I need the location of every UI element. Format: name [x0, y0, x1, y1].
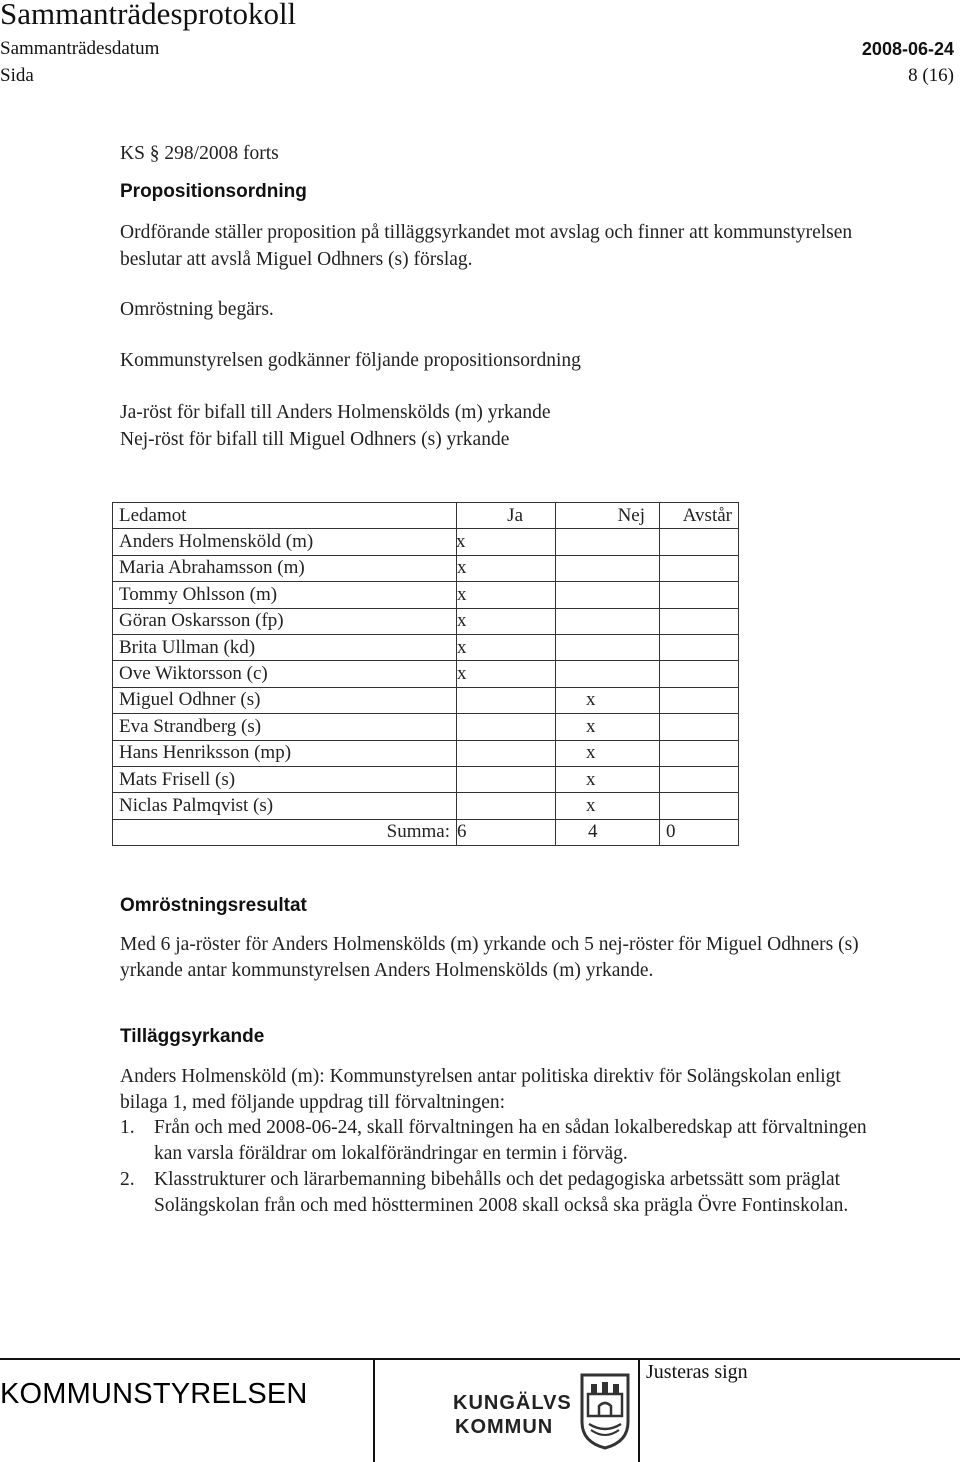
vote-nej [556, 555, 660, 581]
vote-ja: x [457, 582, 556, 608]
vote-ja [457, 687, 556, 713]
vote-ja [457, 714, 556, 740]
footer-org-cell [0, 1360, 375, 1462]
vote-nej [556, 608, 660, 634]
member-name: Hans Henriksson (mp) [113, 740, 457, 766]
case-reference: KS § 298/2008 forts [120, 143, 279, 164]
footer-sign-cell [638, 1360, 960, 1462]
municipal-coat-of-arms-icon [579, 1372, 631, 1450]
document-title: Sammanträdesprotokoll [0, 0, 297, 31]
member-name: Mats Frisell (s) [113, 766, 457, 792]
member-name: Tommy Ohlsson (m) [113, 582, 457, 608]
organization-name: KOMMUNSTYRELSEN [0, 1378, 308, 1410]
page-number: 8 (16) [908, 65, 954, 86]
footer [0, 1358, 960, 1462]
proposition-text-line2: beslutar att avslå Miguel Odhners (s) förslag. [120, 249, 473, 270]
member-name: Maria Abrahamsson (m) [113, 555, 457, 581]
nej-vote-text: Nej-röst för bifall till Miguel Odhners (s) yrkande [120, 429, 510, 450]
vote-avstar [660, 608, 739, 634]
sum-label: Summa: [113, 819, 457, 845]
header-nej: Nej [556, 503, 660, 529]
vote-nej [556, 582, 660, 608]
member-name: Miguel Odhner (s) [113, 687, 457, 713]
table-row [113, 529, 739, 555]
list-item-continuation: kan varsla föräldrar om lokalförändringar en termin i förväg. [154, 1143, 628, 1164]
member-name: Anders Holmensköld (m) [113, 529, 457, 555]
table-row [113, 714, 739, 740]
vote-avstar [660, 740, 739, 766]
meeting-date-value: 2008-06-24 [861, 39, 954, 59]
vote-nej [556, 634, 660, 660]
vote-avstar [660, 766, 739, 792]
vote-avstar [660, 582, 739, 608]
table-row [113, 582, 739, 608]
addition-intro-line2: bilaga 1, med följande uppdrag till förvaltningen: [120, 1092, 506, 1113]
sum-ja: 6 [457, 819, 556, 845]
proposition-heading: Propositionsordning [120, 181, 307, 202]
vote-avstar [660, 714, 739, 740]
header-ja: Ja [457, 503, 556, 529]
list-item-continuation: Solängskolan från och med höstterminen 2008 skall också ska prägla Övre Fontinskolan. [154, 1195, 849, 1216]
header-avstar: Avstår [660, 503, 739, 529]
addition-intro-line1: Anders Holmensköld (m): Kommunstyrelsen antar politiska direktiv för Solängskolan enligt [120, 1066, 841, 1087]
vote-ja [457, 793, 556, 819]
vote-avstar [660, 793, 739, 819]
footer-logo-cell [373, 1360, 640, 1462]
vote-avstar [660, 529, 739, 555]
vote-ja: x [457, 661, 556, 687]
vote-ja: x [457, 634, 556, 660]
member-name: Brita Ullman (kd) [113, 634, 457, 660]
list-item [120, 1166, 840, 1193]
vote-table-header [113, 503, 739, 529]
vote-nej: x [556, 714, 660, 740]
vote-table [112, 502, 739, 846]
sum-row [113, 819, 739, 845]
result-heading: Omröstningsresultat [120, 895, 307, 916]
vote-avstar [660, 555, 739, 581]
list-item-number: 2. [120, 1169, 135, 1190]
vote-nej: x [556, 766, 660, 792]
logo-text-line1: KUNGÄLVS [453, 1392, 572, 1414]
approval-text: Kommunstyrelsen godkänner följande propositionsordning [120, 350, 581, 371]
sum-avstar: 0 [660, 819, 739, 845]
table-row [113, 608, 739, 634]
result-text-line2: yrkande antar kommunstyrelsen Anders Holmenskölds (m) yrkande. [120, 960, 654, 981]
meeting-date-label: Sammanträdesdatum [0, 38, 160, 59]
list-item-number: 1. [120, 1117, 135, 1138]
vote-ja: x [457, 608, 556, 634]
table-row [113, 634, 739, 660]
header-ledamot: Ledamot [113, 503, 457, 529]
sum-nej: 4 [556, 819, 660, 845]
ja-vote-text: Ja-röst för bifall till Anders Holmenskölds (m) yrkande [120, 402, 551, 423]
table-row [113, 687, 739, 713]
vote-ja [457, 766, 556, 792]
member-name: Niclas Palmqvist (s) [113, 793, 457, 819]
vote-requested-text: Omröstning begärs. [120, 299, 274, 320]
addition-heading: Tilläggsyrkande [120, 1026, 265, 1047]
table-row [113, 661, 739, 687]
member-name: Göran Oskarsson (fp) [113, 608, 457, 634]
table-row [113, 766, 739, 792]
vote-avstar [660, 687, 739, 713]
vote-nej: x [556, 793, 660, 819]
member-name: Eva Strandberg (s) [113, 714, 457, 740]
table-row [113, 555, 739, 581]
vote-nej: x [556, 687, 660, 713]
table-row [113, 793, 739, 819]
vote-nej [556, 529, 660, 555]
vote-nej [556, 661, 660, 687]
list-item-text: Från och med 2008-06-24, skall förvaltningen ha en sådan lokalberedskap att förvaltningen [154, 1117, 867, 1138]
list-item-text: Klasstrukturer och lärarbemanning bibehålls och det pedagogiska arbetssätt som präglat [154, 1169, 841, 1190]
vote-ja: x [457, 555, 556, 581]
signature-label: Justeras sign [646, 1361, 748, 1383]
table-row [113, 740, 739, 766]
vote-avstar [660, 634, 739, 660]
list-item [120, 1114, 867, 1141]
proposition-text-line1: Ordförande ställer proposition på tilläggsyrkandet mot avslag och finner att kommunstyrelsen [120, 222, 853, 243]
vote-nej: x [556, 740, 660, 766]
vote-ja [457, 740, 556, 766]
vote-ja: x [457, 529, 556, 555]
page-label: Sida [0, 65, 34, 86]
result-text-line1: Med 6 ja-röster för Anders Holmenskölds (m) yrkande och 5 nej-röster för Miguel Odhners (s) [120, 934, 859, 955]
logo-text-line2: KOMMUN [455, 1416, 554, 1438]
vote-avstar [660, 661, 739, 687]
member-name: Ove Wiktorsson (c) [113, 661, 457, 687]
